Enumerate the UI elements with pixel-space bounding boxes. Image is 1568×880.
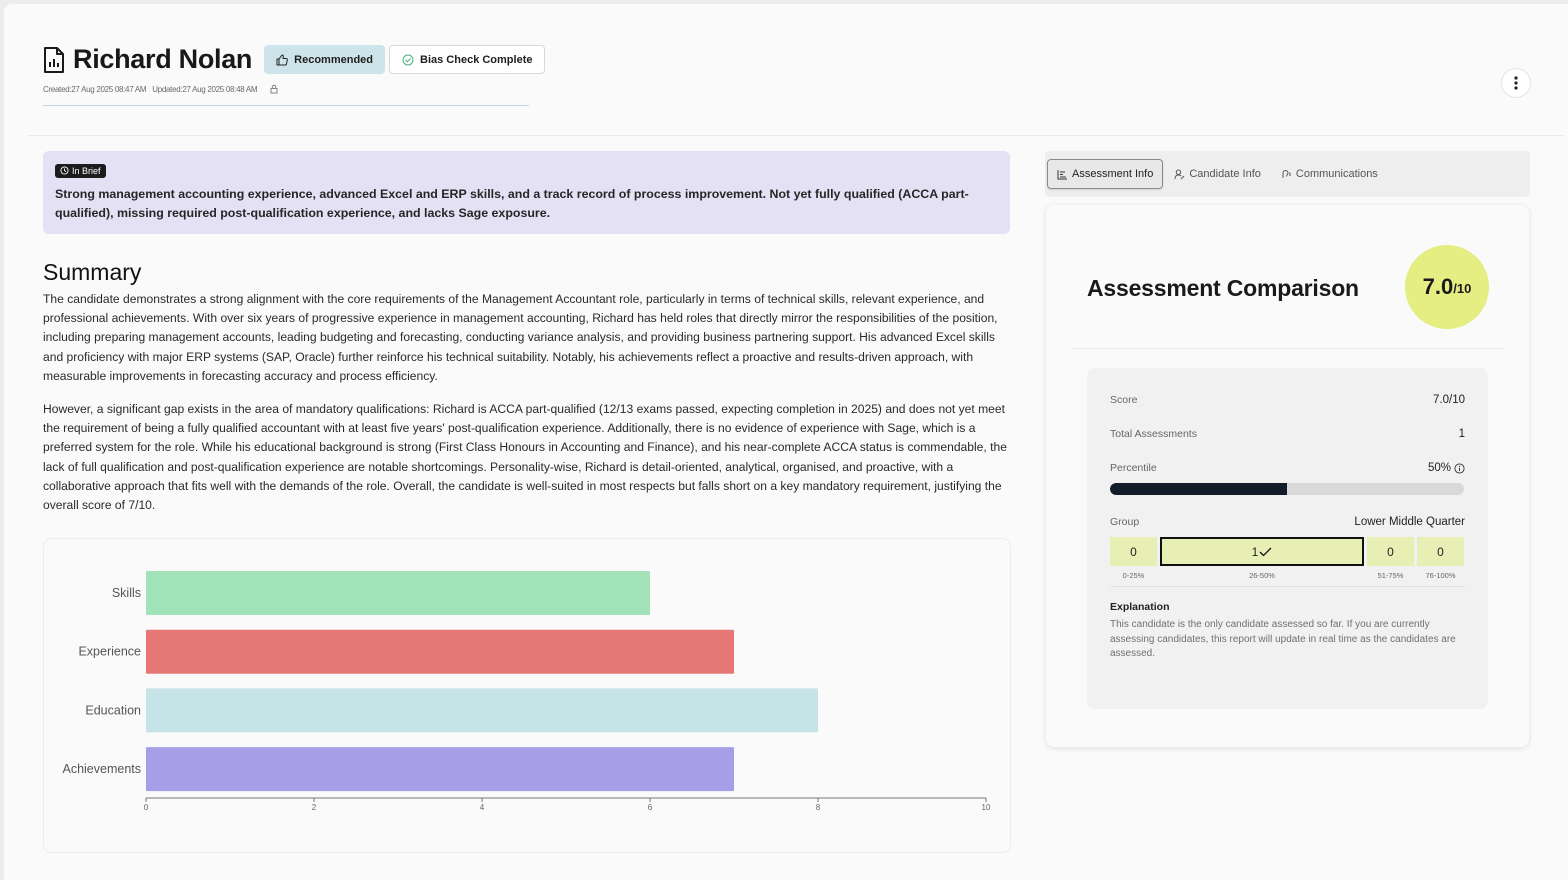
bias-check-badge [389,45,545,74]
chart-tick-label: 6 [647,803,653,812]
summary-title: Summary [43,259,142,285]
in-brief-panel [43,151,1010,234]
group-range: 51-75% [1377,571,1404,580]
tab-communications[interactable] [1272,159,1387,189]
group-range: 26-50% [1249,571,1275,580]
bias-check-label: Bias Check Complete [420,53,533,66]
overall-score-denominator: /10 [1453,281,1472,296]
percentile-bar [1110,483,1464,495]
chart-tick-label: 10 [981,803,991,812]
total-assessments-value: 1 [1458,428,1465,440]
assessment-title: Assessment Comparison [1087,275,1359,301]
card-divider [1071,348,1504,349]
checkmark-icon [1259,547,1272,557]
assessment-details [1087,368,1488,709]
explanation-title: Explanation [1110,601,1170,613]
group-count-box-current [1160,537,1364,566]
score-label: Score [1110,394,1138,406]
header-underline [43,105,529,106]
recommended-badge [264,45,385,74]
group-range: 0-25% [1122,571,1145,580]
tab-assessment-info[interactable] [1047,159,1163,189]
percentile-row [1110,462,1465,474]
group-count: 0 [1387,544,1394,559]
chart-bar [146,747,734,791]
document-icon [43,47,65,73]
chart-tick-label: 0 [143,803,149,812]
tab-bar [1045,151,1530,197]
summary-body [43,290,1013,529]
details-divider [1110,586,1465,587]
percentile-value-wrap [1428,462,1465,474]
user-icon [1174,169,1185,180]
created-timestamp: Created:27 Aug 2025 08:47 AM [43,84,147,94]
bar-chart-icon [1057,169,1068,180]
group-count: 0 [1130,544,1137,559]
recommended-label: Recommended [294,53,373,66]
group-row [1110,516,1465,528]
chart-category-label: Education [85,703,141,718]
summary-paragraph: The candidate demonstrates a strong alignment with the core requirements of the Management Accountant role, particularly in terms of technical skills, relevant experience, and professional achievements. With over six years of progressive experience in management accounting, Richard has held roles that directly mirror the responsibilities of the position, including preparing management accounts, leading budgeting and forecasting, conducting variance analysis, and providing business partnering support. His advanced Excel skills and proficiency with major ERP systems (SAP, Oracle) further reinforce his technical suitability. Notably, his achievements reflect a proactive and results-driven approach, with measurable improvements in forecasting accuracy and process efficiency. [43,292,998,383]
group-count-box [1417,537,1464,566]
timestamps [43,84,545,94]
more-options-button[interactable] [1501,68,1531,98]
group-count: 0 [1437,544,1444,559]
chart-category-label: Skills [111,586,141,600]
tab-candidate-info[interactable] [1165,159,1270,189]
clock-icon [60,166,69,175]
check-circle-icon [402,54,414,66]
tab-label: Assessment Info [1072,168,1154,180]
percentile-label: Percentile [1110,462,1157,474]
speech-icon [1281,169,1292,180]
chart-category-label: Achievements [62,762,141,777]
thumbs-up-icon [276,54,288,66]
overall-score: 7.0 [1422,274,1454,299]
group-distribution [1110,537,1465,566]
more-vertical-icon [1514,76,1518,90]
chart-tick-label: 4 [479,803,485,812]
group-label: Group [1110,516,1140,528]
chart-bar [146,688,818,732]
group-count-box [1110,537,1157,566]
lock-icon[interactable] [269,84,279,94]
chart-bar [146,571,650,615]
group-range-labels [1110,571,1465,580]
score-row [1110,394,1465,406]
chart-tick-label: 2 [311,803,317,812]
tab-label: Candidate Info [1189,168,1261,180]
group-range: 76-100% [1425,571,1456,580]
chart-category-label: Experience [78,644,141,659]
in-brief-label: In Brief [72,165,101,176]
group-value: Lower Middle Quarter [1354,516,1465,528]
group-count: 1 [1251,544,1259,559]
info-icon[interactable] [1454,463,1465,474]
header-divider [28,135,1564,136]
in-brief-tag [55,164,106,178]
score-value: 7.0/10 [1433,394,1465,406]
summary-paragraph: However, a significant gap exists in the area of mandatory qualifications: Richard is ACCA part-qualified (12/13 exams passed, expecting completion in 2025) and does not yet meet the requirement of being a fully qualified accountant with at least five years' post-qualification experience. Additionally, there is no evidence of experience with Sage, which is a preferred system for the role. While his educational background is strong (First Class Honours in Accounting and Finance), and his near-complete ACCA status is commendable, the lack of full qualification and post-qualification experience are notable shortcomings. Personality-wise, Richard is detail-oriented, analytical, organised, and proactive, with a collaborative approach that fits well with the demands of the role. Overall, the candidate is well-suited in most respects but falls short on a key mandatory requirement, justifying the overall score of 7/10. [43,402,1007,513]
chart-tick-label: 8 [815,803,821,812]
score-breakdown-chart [43,538,1011,853]
page [4,4,1568,880]
chart-bar [146,630,734,674]
bar-chart [44,539,1012,854]
percentile-value: 50% [1427,462,1451,474]
percentile-bar-fill [1110,483,1287,495]
updated-timestamp: Updated:27 Aug 2025 08:48 AM [152,84,258,94]
tab-label: Communications [1295,168,1378,180]
overall-score-circle [1405,245,1489,329]
group-count-box [1367,537,1414,566]
total-assessments-row [1110,428,1465,440]
candidate-name: Richard Nolan [73,44,253,74]
assessment-comparison-card [1046,205,1529,747]
total-assessments-label: Total Assessments [1110,428,1197,440]
explanation-text: This candidate is the only candidate assessed so far. If you are currently assessing candidates, this report will update in real time as the candidates are assessed. [1110,619,1456,660]
candidate-header [43,44,545,94]
in-brief-text: Strong management accounting experience, advanced Excel and ERP skills, and a track record of process improvement. Not yet fully qualified (ACCA part-qualified), missing required post-qualification experience, and lacks Sage exposure. [55,187,969,220]
